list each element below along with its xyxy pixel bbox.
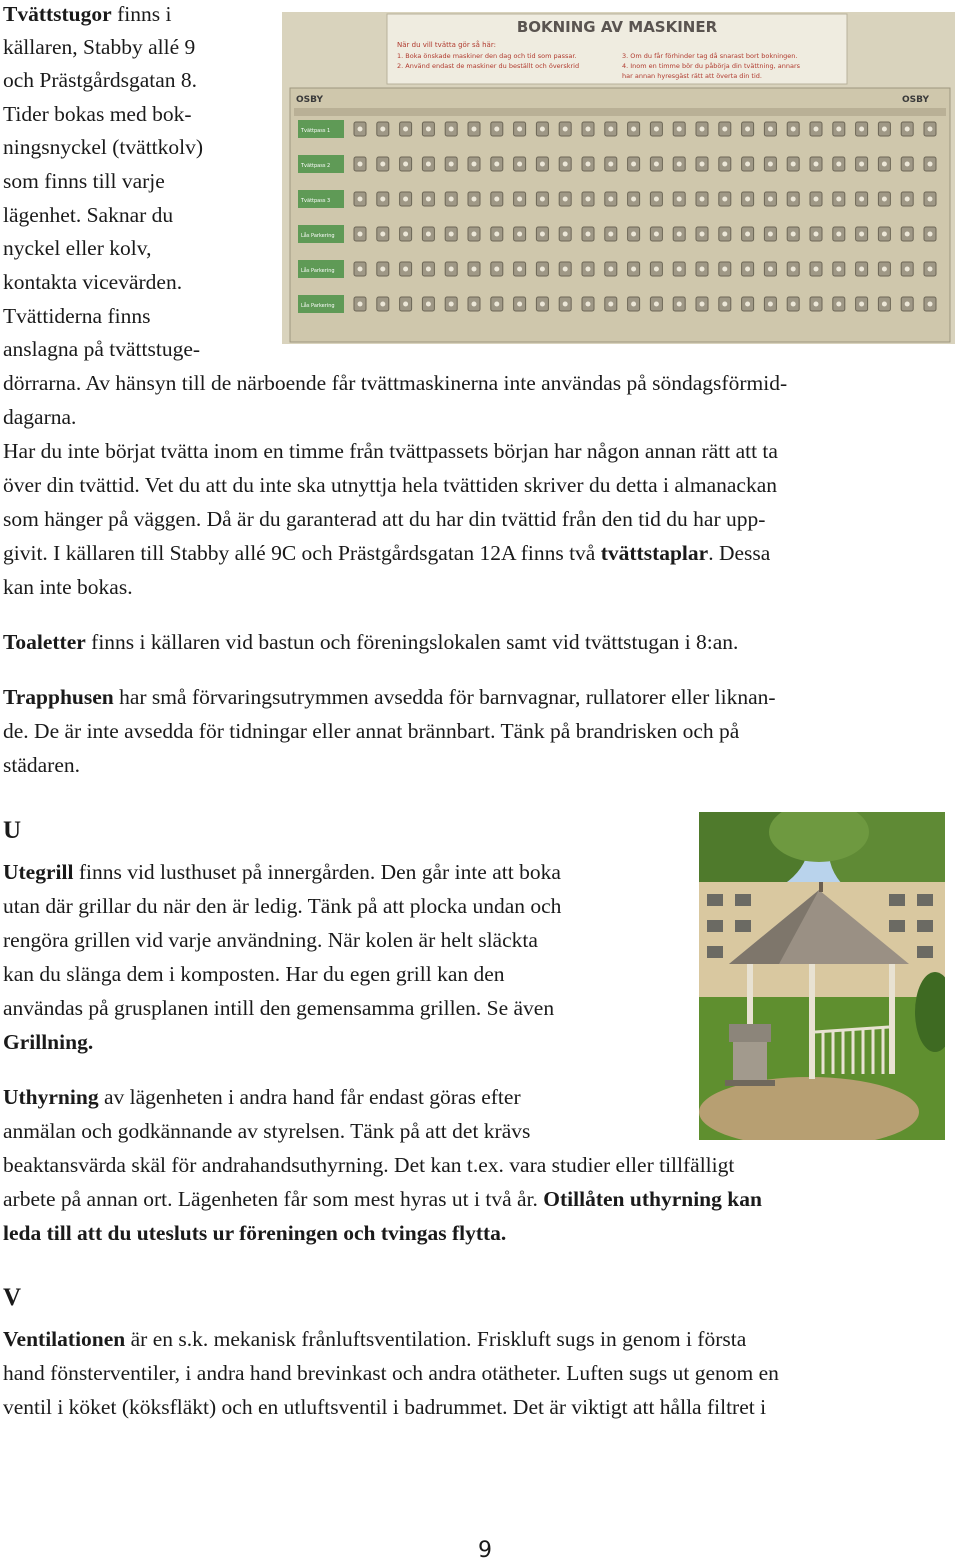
lock-keyhole <box>859 232 864 237</box>
lock-keyhole <box>608 232 613 237</box>
lock-keyhole <box>654 162 659 167</box>
lock-keyhole <box>654 232 659 237</box>
lock-keyhole <box>700 197 705 202</box>
trapphusen-paragraph: Trapphusen har små förvaringsutrymmen avsedda för barnvagnar, rullatorer eller liknan- <box>3 685 776 709</box>
lock-keyhole <box>586 197 591 202</box>
text-line: som finns till varje <box>3 169 165 193</box>
lock-keyhole <box>472 232 477 237</box>
lock-keyhole <box>882 162 887 167</box>
lock-keyhole <box>768 162 773 167</box>
lock-keyhole <box>608 267 613 272</box>
lock-keyhole <box>836 162 841 167</box>
section-heading-u: U <box>3 817 22 844</box>
lock-keyhole <box>563 127 568 132</box>
text-line: ningsnyckel (tvättkolv) <box>3 135 204 159</box>
lock-keyhole <box>494 232 499 237</box>
text-line: Har du inte börjat tvätta inom en timme från tvättpassets början har någon annan rätt att ta <box>3 439 778 463</box>
lock-keyhole <box>631 302 636 307</box>
lock-keyhole <box>608 162 613 167</box>
text-line: kan inte bokas. <box>3 575 133 599</box>
svg-text:Tvättpass 2: Tvättpass 2 <box>301 163 331 169</box>
lock-keyhole <box>677 302 682 307</box>
text-line: leda till att du utesluts ur föreningen och tvingas flytta. <box>3 1221 507 1245</box>
lock-keyhole <box>426 197 431 202</box>
lock-keyhole <box>586 162 591 167</box>
lock-keyhole <box>563 162 568 167</box>
lock-keyhole <box>791 127 796 132</box>
lock-keyhole <box>722 197 727 202</box>
lock-keyhole <box>745 162 750 167</box>
lock-keyhole <box>814 232 819 237</box>
lock-keyhole <box>859 127 864 132</box>
lock-keyhole <box>928 232 933 237</box>
lock-keyhole <box>791 302 796 307</box>
text-line: dörrarna. Av hänsyn till de närboende får tvättmaskinerna inte användas på söndagsförmid- <box>3 371 788 395</box>
lock-keyhole <box>905 232 910 237</box>
svg-text:Lås Parkering: Lås Parkering <box>301 303 335 309</box>
lock-keyhole <box>517 197 522 202</box>
lock-keyhole <box>928 267 933 272</box>
lock-keyhole <box>768 232 773 237</box>
lock-keyhole <box>700 127 705 132</box>
text-line: Tvättstugor finns i <box>3 2 172 26</box>
lock-keyhole <box>700 232 705 237</box>
text-line: användas på grusplanen intill den gemensamma grillen. Se även <box>3 996 555 1020</box>
text-line: och Prästgårdsgatan 8. <box>3 68 198 92</box>
lock-keyhole <box>654 302 659 307</box>
lock-keyhole <box>905 127 910 132</box>
gazebo-illustration <box>699 812 945 1140</box>
text-line: Tider bokas med bok- <box>3 102 192 126</box>
svg-text:Lås Parkering: Lås Parkering <box>301 233 335 239</box>
lock-keyhole <box>358 302 363 307</box>
lock-keyhole <box>472 267 477 272</box>
text-line: som hänger på väggen. Då är du garanterad att du har din tvättid från den tid du har upp- <box>3 507 766 531</box>
lock-keyhole <box>358 197 363 202</box>
lock-keyhole <box>814 302 819 307</box>
lock-keyhole <box>608 197 613 202</box>
lock-keyhole <box>836 232 841 237</box>
lock-keyhole <box>631 197 636 202</box>
lock-keyhole <box>472 197 477 202</box>
lock-keyhole <box>722 232 727 237</box>
lock-keyhole <box>814 162 819 167</box>
lock-keyhole <box>700 162 705 167</box>
board-note: 2. Använd endast de maskiner du beställt och överskrid <box>397 62 580 70</box>
lock-keyhole <box>859 197 864 202</box>
lock-keyhole <box>882 127 887 132</box>
svg-text:Lås Parkering: Lås Parkering <box>301 268 335 274</box>
lock-keyhole <box>380 232 385 237</box>
lock-keyhole <box>677 127 682 132</box>
lock-keyhole <box>722 267 727 272</box>
lock-keyhole <box>882 267 887 272</box>
lock-keyhole <box>449 127 454 132</box>
text-line: beaktansvärda skäl för andrahandsuthyrning. Det kan t.ex. vara studier eller tillfälligt <box>3 1153 735 1177</box>
lock-keyhole <box>814 267 819 272</box>
lock-keyhole <box>722 302 727 307</box>
board-note: 3. Om du får förhinder tag då snarast bort bokningen. <box>622 52 798 60</box>
lock-keyhole <box>905 162 910 167</box>
lock-keyhole <box>722 162 727 167</box>
board-note: 1. Boka önskade maskiner den dag och tid som passar. <box>397 52 577 60</box>
brand-logo: OSBY <box>296 95 324 105</box>
lock-keyhole <box>517 127 522 132</box>
section-heading-v: V <box>3 1284 22 1311</box>
lock-keyhole <box>791 267 796 272</box>
lock-keyhole <box>358 162 363 167</box>
lock-keyhole <box>814 197 819 202</box>
lock-keyhole <box>859 162 864 167</box>
utegrill-paragraph: Utegrill finns vid lusthuset på innergården. Den går inte att boka <box>3 860 561 884</box>
lock-keyhole <box>654 197 659 202</box>
lock-keyhole <box>745 302 750 307</box>
lock-keyhole <box>677 232 682 237</box>
text-line: anmälan och godkännande av styrelsen. Tänk på att det krävs <box>3 1119 531 1143</box>
text-line: kontakta vicevärden. <box>3 270 183 294</box>
lock-keyhole <box>517 232 522 237</box>
lock-keyhole <box>472 162 477 167</box>
lock-keyhole <box>472 302 477 307</box>
lock-keyhole <box>563 302 568 307</box>
lock-keyhole <box>380 302 385 307</box>
uthyrning-paragraph: Uthyrning av lägenheten i andra hand får endast göras efter <box>3 1085 521 1109</box>
lock-keyhole <box>882 197 887 202</box>
lock-keyhole <box>791 232 796 237</box>
lock-keyhole <box>426 232 431 237</box>
lock-keyhole <box>403 162 408 167</box>
lock-keyhole <box>768 197 773 202</box>
text-line: kan du slänga dem i komposten. Har du egen grill kan den <box>3 962 505 986</box>
lock-keyhole <box>517 302 522 307</box>
lock-keyhole <box>517 162 522 167</box>
lock-keyhole <box>791 162 796 167</box>
text-line: arbete på annan ort. Lägenheten får som mest hyras ut i två år. Otillåten uthyrning kan <box>3 1187 762 1211</box>
lock-keyhole <box>631 267 636 272</box>
lock-keyhole <box>380 267 385 272</box>
lock-keyhole <box>563 267 568 272</box>
lock-keyhole <box>403 302 408 307</box>
lock-keyhole <box>426 302 431 307</box>
lock-keyhole <box>745 267 750 272</box>
text-line: givit. I källaren till Stabby allé 9C och Prästgårdsgatan 12A finns två tvättstaplar. Dessa <box>3 541 771 565</box>
lock-keyhole <box>426 162 431 167</box>
lock-keyhole <box>403 197 408 202</box>
lock-keyhole <box>472 127 477 132</box>
lock-keyhole <box>859 267 864 272</box>
lock-keyhole <box>608 302 613 307</box>
lock-keyhole <box>928 197 933 202</box>
board-note: har annan hyresgäst rätt att överta din tid. <box>622 72 762 80</box>
lock-keyhole <box>358 127 363 132</box>
board-note: När du vill tvätta gör så här: <box>397 41 496 49</box>
lock-keyhole <box>380 197 385 202</box>
lock-keyhole <box>517 267 522 272</box>
lock-keyhole <box>928 302 933 307</box>
lock-keyhole <box>426 127 431 132</box>
lock-keyhole <box>677 267 682 272</box>
text-line: dagarna. <box>3 405 77 429</box>
text-line: källaren, Stabby allé 9 <box>3 35 196 59</box>
lock-keyhole <box>540 302 545 307</box>
toaletter-paragraph: Toaletter finns i källaren vid bastun och föreningslokalen samt vid tvättstugan i 8:an. <box>3 630 739 654</box>
lock-keyhole <box>586 302 591 307</box>
lock-keyhole <box>449 162 454 167</box>
lock-keyhole <box>859 302 864 307</box>
lock-keyhole <box>494 302 499 307</box>
lock-keyhole <box>928 127 933 132</box>
board-note: 4. Inom en timme bör du påbörja din tvättning, annars <box>622 62 801 70</box>
lock-keyhole <box>882 302 887 307</box>
lock-keyhole <box>358 232 363 237</box>
lock-keyhole <box>608 127 613 132</box>
board-title: BOKNING AV MASKINER <box>516 18 718 36</box>
lock-keyhole <box>586 267 591 272</box>
text-line: ventil i köket (köksfläkt) och en utluftsventil i badrummet. Det är viktigt att hålla filtret i <box>3 1395 767 1419</box>
text-line: anslagna på tvättstuge- <box>3 337 201 361</box>
lock-keyhole <box>700 302 705 307</box>
gazebo-photo <box>699 812 945 1140</box>
text-line: nyckel eller kolv, <box>3 236 152 260</box>
lock-keyhole <box>494 197 499 202</box>
text-line: Grillning. <box>3 1030 94 1054</box>
lock-keyhole <box>791 197 796 202</box>
lock-keyhole <box>449 267 454 272</box>
lock-keyhole <box>540 162 545 167</box>
lock-keyhole <box>882 232 887 237</box>
text-line: Tvättiderna finns <box>3 304 151 328</box>
lock-keyhole <box>677 197 682 202</box>
lock-keyhole <box>540 197 545 202</box>
lock-keyhole <box>768 302 773 307</box>
lock-keyhole <box>745 232 750 237</box>
booking-board-photo <box>282 12 955 344</box>
lock-keyhole <box>494 267 499 272</box>
lock-keyhole <box>358 267 363 272</box>
lock-keyhole <box>836 197 841 202</box>
lock-keyhole <box>722 127 727 132</box>
lock-keyhole <box>540 232 545 237</box>
lock-keyhole <box>745 127 750 132</box>
text-line: över din tvättid. Vet du att du inte ska utnyttja hela tvättiden skriver du detta i almanackan <box>3 473 777 497</box>
brand-logo: OSBY <box>902 95 930 105</box>
lock-keyhole <box>677 162 682 167</box>
lock-keyhole <box>836 127 841 132</box>
ventilation-paragraph: Ventilationen är en s.k. mekanisk frånluftsventilation. Friskluft sugs in genom i första <box>3 1327 747 1351</box>
lock-keyhole <box>700 267 705 272</box>
lock-keyhole <box>905 302 910 307</box>
lock-keyhole <box>449 302 454 307</box>
lock-keyhole <box>403 267 408 272</box>
lock-keyhole <box>768 267 773 272</box>
lock-keyhole <box>563 197 568 202</box>
lock-keyhole <box>654 267 659 272</box>
lock-keyhole <box>540 127 545 132</box>
lock-keyhole <box>928 162 933 167</box>
lock-keyhole <box>540 267 545 272</box>
lock-keyhole <box>586 127 591 132</box>
text-line: utan där grillar du när den är ledig. Tänk på att plocka undan och <box>3 894 562 918</box>
text-line: lägenhet. Saknar du <box>3 203 174 227</box>
lock-keyhole <box>449 232 454 237</box>
svg-text:Tvättpass 1: Tvättpass 1 <box>301 128 331 134</box>
lock-keyhole <box>814 127 819 132</box>
lock-keyhole <box>905 267 910 272</box>
lock-keyhole <box>631 162 636 167</box>
lock-keyhole <box>654 127 659 132</box>
lock-keyhole <box>449 197 454 202</box>
text-line: rengöra grillen vid varje användning. När kolen är helt släckta <box>3 928 538 952</box>
svg-text:Tvättpass 3: Tvättpass 3 <box>301 198 331 204</box>
text-line: de. De är inte avsedda för tidningar eller annat brännbart. Tänk på brandrisken och på <box>3 719 740 743</box>
text-line: städaren. <box>3 753 81 777</box>
page-number: 9 <box>478 1538 492 1563</box>
lock-keyhole <box>403 127 408 132</box>
lock-keyhole <box>836 302 841 307</box>
lock-keyhole <box>905 197 910 202</box>
lock-keyhole <box>494 127 499 132</box>
lock-keyhole <box>403 232 408 237</box>
lock-keyhole <box>631 127 636 132</box>
booking-board-illustration <box>282 12 955 344</box>
lock-keyhole <box>426 267 431 272</box>
lock-keyhole <box>745 197 750 202</box>
lock-keyhole <box>494 162 499 167</box>
lock-keyhole <box>768 127 773 132</box>
lock-keyhole <box>836 267 841 272</box>
lock-keyhole <box>380 162 385 167</box>
lock-keyhole <box>631 232 636 237</box>
lock-keyhole <box>586 232 591 237</box>
lock-keyhole <box>563 232 568 237</box>
text-line: hand fönsterventiler, i andra hand brevinkast och andra otätheter. Luften sugs ut genom en <box>3 1361 779 1385</box>
lock-keyhole <box>380 127 385 132</box>
